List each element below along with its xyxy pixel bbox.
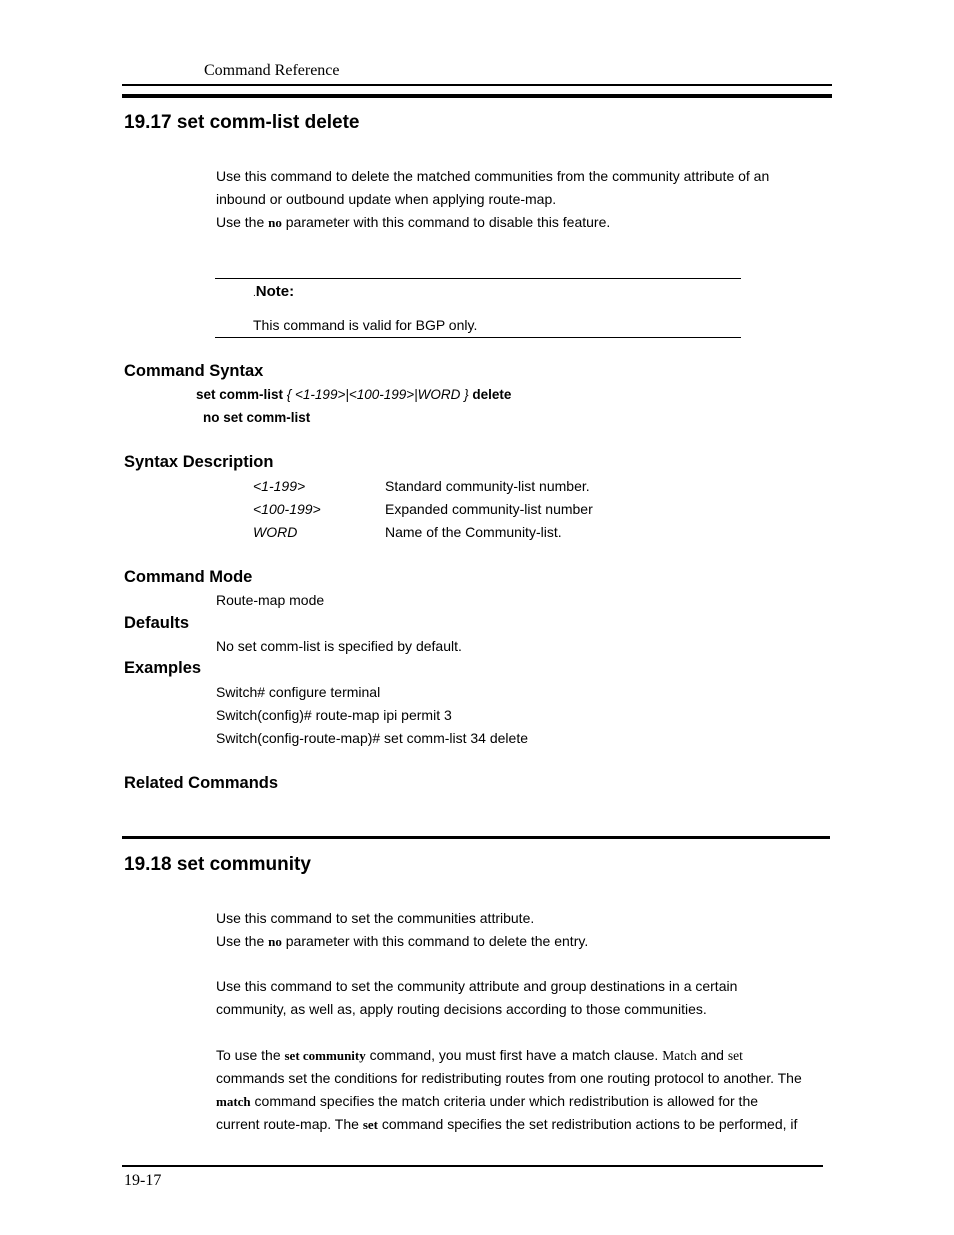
text-fragment: current route-map. The [216,1116,363,1132]
command-mode-text: Route-map mode [216,592,325,608]
command-mode-heading: Command Mode [124,568,253,586]
syntax-line-1 [196,387,511,402]
example-line: Switch# configure terminal [216,684,381,700]
section-divider-rule [122,836,830,839]
section-heading-19-17: 19.17 set comm-list delete [124,112,360,133]
text-fragment: and [696,1047,728,1063]
section-heading-19-18: 19.18 set community [124,854,311,875]
param-description: Expanded community-list number [385,501,593,517]
param-name: <1-199> [253,478,306,494]
text-fragment: parameter with this command to disable this feature. [281,214,611,230]
note-dot: . [253,288,256,299]
header-rule-thick [122,94,832,98]
syntax-delete-keyword: delete [472,387,512,402]
syntax-line-2: no set comm-list [203,410,311,425]
param-description: Standard community-list number. [385,478,590,494]
related-commands-heading: Related Commands [124,774,279,792]
intro-line-1: Use this command to delete the matched communities from the community attribute of an [216,168,770,184]
p1-no-parameter-line [216,932,588,951]
text-fragment: To use the [216,1047,285,1063]
p3-line-4 [216,1115,797,1134]
p1-line-1: Use this command to set the communities attribute. [216,910,535,926]
intro-line-2: inbound or outbound update when applying route-map. [216,191,557,207]
note-bottom-rule [215,337,741,338]
text-fragment: command specifies the set redistribution actions to be performed, if [377,1116,798,1132]
p2-line-1: Use this command to set the community attribute and group destinations in a certain [216,978,738,994]
examples-heading: Examples [124,659,202,677]
footer-rule [122,1165,823,1167]
note-top-rule [215,278,741,279]
param-name: <100-199> [253,501,321,517]
command-syntax-heading: Command Syntax [124,362,264,380]
no-keyword: no [268,934,282,949]
page-number: 19-17 [124,1172,162,1189]
header-rule-thin [122,84,832,86]
defaults-heading: Defaults [124,614,190,632]
note-text: This command is valid for BGP only. [253,317,478,333]
syntax-description-heading: Syntax Description [124,453,274,471]
text-fragment: parameter with this command to delete the entry. [281,933,589,949]
match-keyword: Match [662,1048,697,1063]
set-keyword: set [362,1117,378,1132]
running-header-title: Command Reference [204,62,340,79]
match-keyword: match [216,1094,251,1109]
param-description: Name of the Community-list. [385,524,562,540]
set-keyword: set [727,1048,743,1063]
note-label: Note: [255,283,295,300]
param-name: WORD [253,524,298,540]
set-community-keyword: set community [284,1048,366,1063]
p3-line-3 [216,1092,758,1111]
text-fragment: Use the [216,214,269,230]
example-line: Switch(config-route-map)# set comm-list 34 delete [216,730,529,746]
text-fragment: command, you must first have a match clause. [365,1047,663,1063]
text-fragment: Use the [216,933,269,949]
syntax-args: { <1-199>|<100-199>|WORD } [283,387,473,402]
defaults-text: No set comm-list is specified by default. [216,638,462,654]
example-line: Switch(config)# route-map ipi permit 3 [216,707,452,723]
p3-line-2: commands set the conditions for redistributing routes from one routing protocol to another. The [216,1070,802,1086]
no-parameter-line [216,213,610,232]
syntax-command: set comm-list [196,387,284,402]
note-heading [253,283,294,300]
text-fragment: command specifies the match criteria under which redistribution is allowed for the [250,1093,759,1109]
p2-line-2: community, as well as, apply routing decisions according to those communities. [216,1001,707,1017]
p3-line-1 [216,1046,743,1065]
no-keyword: no [268,215,282,230]
